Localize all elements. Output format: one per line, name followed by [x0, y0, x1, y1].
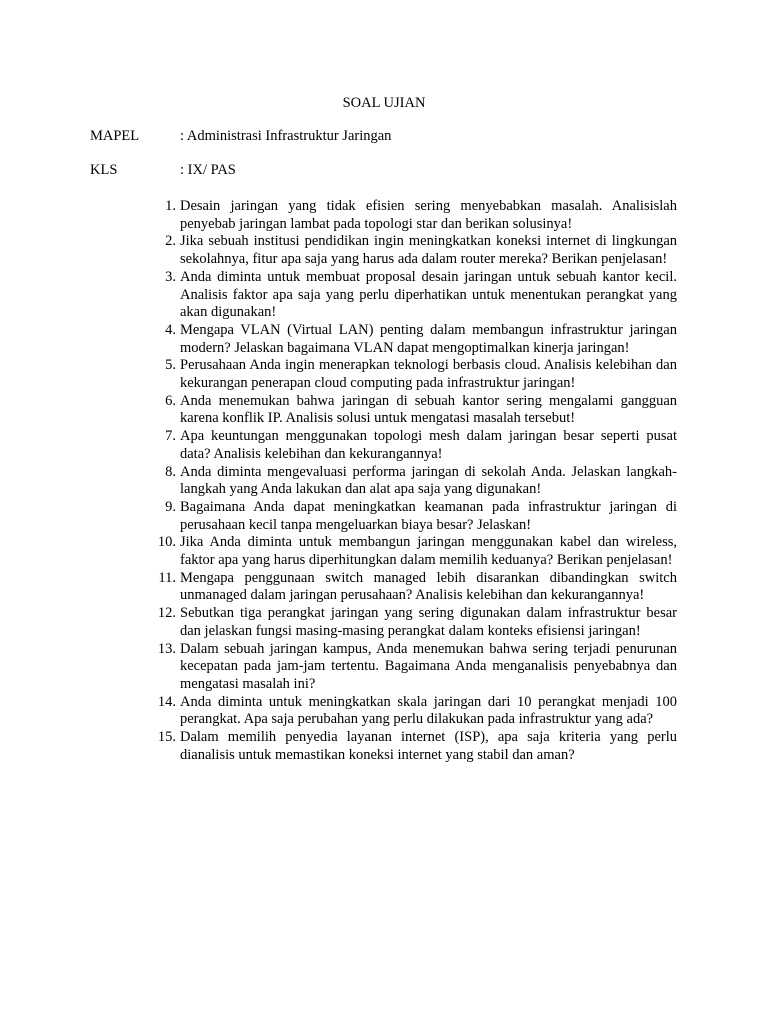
question-number: 11.	[158, 569, 176, 586]
question-item	[165, 463, 677, 499]
question-text: Mengapa penggunaan switch managed lebih disarankan dibandingkan switch unmanaged dalam jaringan perusahaan? Analisis kelebihan dan kekurangannya!	[180, 569, 677, 604]
question-text: Dalam sebuah jaringan kampus, Anda menemukan bahwa sering terjadi penurunan kecepatan pada jam-jam tertentu. Bagaimana Anda menganalisis penyebabnya dan mengatasi masalah ini?	[180, 640, 677, 692]
question-number: 2.	[165, 233, 176, 250]
question-text: Anda diminta untuk meningkatkan skala jaringan dari 10 perangkat menjadi 100 perangkat. Apa saja perubahan yang perlu dilakukan pada infrastruktur yang ada?	[180, 693, 677, 728]
question-text: Desain jaringan yang tidak efisien sering menyebabkan masalah. Analisislah penyebab jaringan lambat pada topologi star dan berikan solusinya!	[180, 198, 677, 232]
question-number: 10.	[157, 534, 176, 551]
question-item	[158, 569, 677, 605]
question-number: 15.	[157, 729, 176, 746]
question-item	[157, 640, 677, 694]
question-text: Mengapa VLAN (Virtual LAN) penting dalam membangun infrastruktur jaringan modern? Jelaskan bagaimana VLAN dapat mengoptimalkan kinerja jaringan!	[180, 321, 677, 356]
question-item	[165, 428, 677, 463]
question-item	[165, 392, 677, 428]
question-item	[165, 198, 677, 233]
question-text: Jika Anda diminta untuk membangun jaringan menggunakan kabel dan wireless, faktor apa yang harus diperhitungkan dalam memilih keduanya? Berikan penjelasan!	[180, 534, 677, 569]
question-number: 1.	[165, 198, 176, 214]
question-text: Apa keuntungan menggunakan topologi mesh dalam jaringan besar seperti pusat data? Analisis kelebihan dan kekurangannya!	[180, 428, 677, 462]
class-label: KLS	[90, 162, 118, 178]
question-item	[165, 233, 677, 268]
question-number: 4.	[165, 321, 176, 338]
question-number: 13.	[157, 640, 176, 657]
question-item	[165, 321, 677, 357]
question-number: 12.	[157, 605, 176, 622]
question-number: 8.	[165, 463, 176, 480]
question-item	[157, 693, 677, 729]
question-number: 7.	[165, 428, 176, 445]
question-text: Dalam memilih penyedia layanan internet (ISP), apa saja kriteria yang perlu dianalisis untuk memastikan koneksi internet yang stabil dan aman?	[180, 729, 677, 763]
question-text: Sebutkan tiga perangkat jaringan yang sering digunakan dalam infrastruktur besar dan jelaskan fungsi masing-masing perangkat dalam konteks efisiensi jaringan!	[180, 605, 677, 639]
question-text: Anda diminta untuk membuat proposal desain jaringan untuk sebuah kantor kecil. Analisis faktor apa saja yang perlu diperhatikan untuk menentukan perangkat yang akan digunakan!	[180, 268, 677, 321]
question-number: 6.	[165, 392, 176, 409]
question-item	[157, 534, 677, 569]
class-value: : IX/ PAS	[180, 162, 236, 178]
question-list	[157, 198, 677, 765]
class-row	[90, 161, 236, 179]
question-item	[157, 729, 677, 764]
subject-value: : Administrasi Infrastruktur Jaringan	[180, 128, 392, 144]
question-number: 14.	[157, 693, 176, 710]
question-item	[165, 498, 677, 534]
question-item	[165, 268, 677, 322]
question-text: Bagaimana Anda dapat meningkatkan keamanan pada infrastruktur jaringan di perusahaan kecil tanpa mengeluarkan biaya besar? Jelaskan!	[180, 498, 677, 533]
question-item	[165, 357, 677, 392]
question-number: 9.	[165, 498, 176, 515]
question-text: Jika sebuah institusi pendidikan ingin meningkatkan koneksi internet di lingkungan sekolahnya, fitur apa saja yang harus ada dalam router mereka? Berikan penjelasan!	[180, 233, 677, 268]
question-number: 3.	[165, 268, 176, 285]
question-text: Anda diminta mengevaluasi performa jaringan di sekolah Anda. Jelaskan langkah-langkah yang Anda lakukan dan alat apa saja yang digunakan!	[180, 463, 677, 498]
page-title: SOAL UJIAN	[342, 95, 426, 111]
question-text: Perusahaan Anda ingin menerapkan teknologi berbasis cloud. Analisis kelebihan dan kekurangan penerapan cloud computing pada infrastruktur jaringan!	[180, 357, 677, 392]
question-number: 5.	[165, 357, 176, 374]
question-text: Anda menemukan bahwa jaringan di sebuah kantor sering mengalami gangguan karena konflik IP. Analisis solusi untuk mengatasi masalah tersebut!	[180, 392, 677, 427]
subject-label: MAPEL	[90, 128, 140, 144]
question-item	[157, 605, 677, 640]
subject-row	[90, 127, 391, 145]
